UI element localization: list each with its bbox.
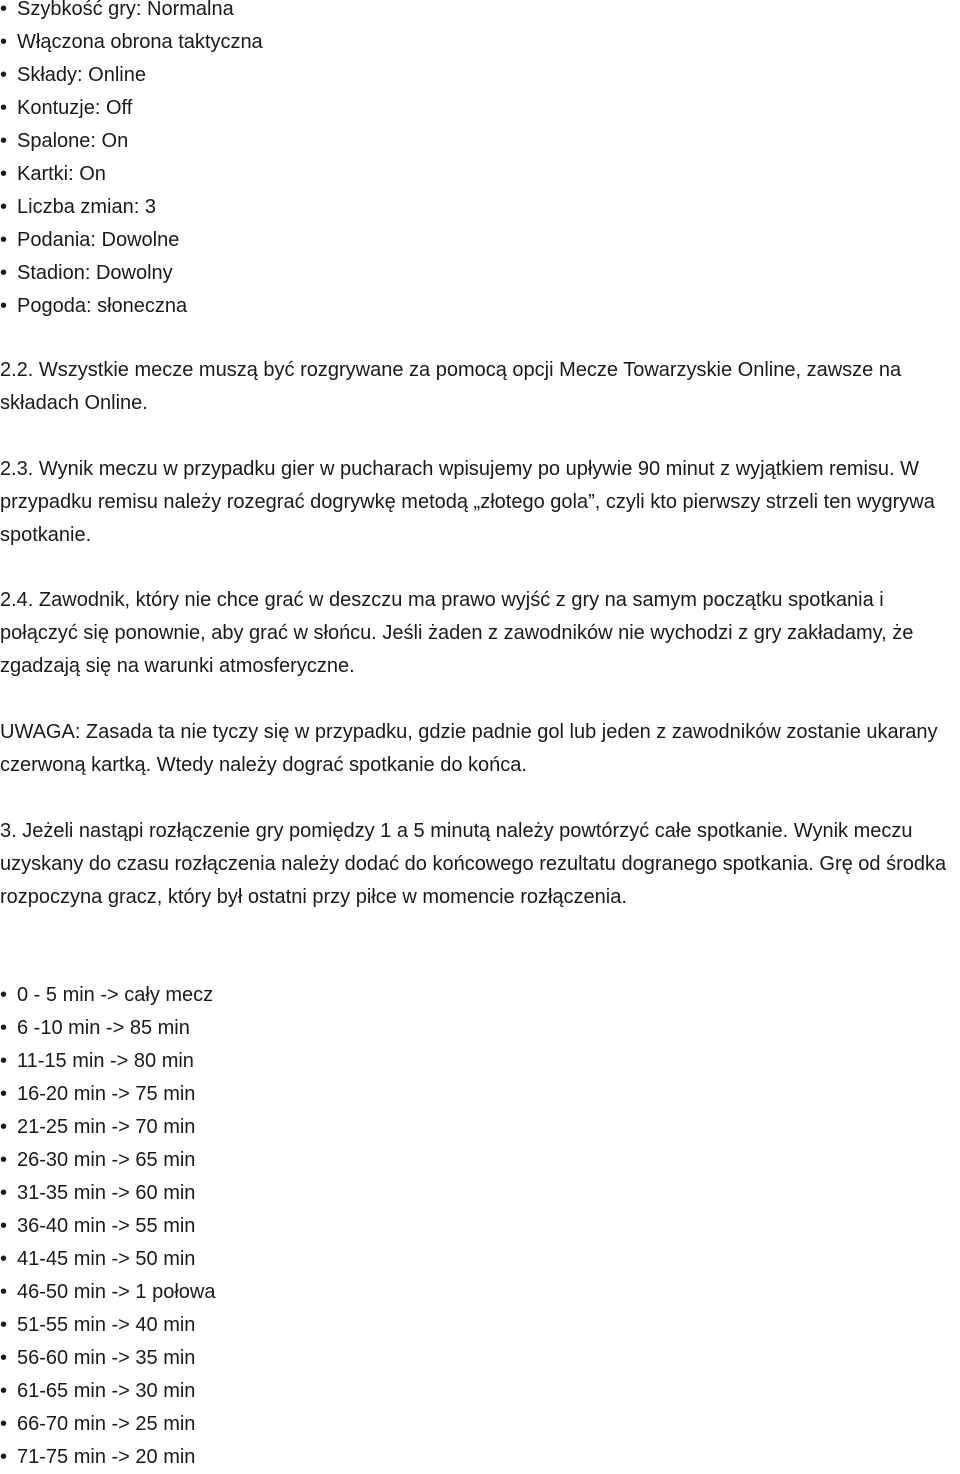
- list-item-text: Składy: Online: [17, 64, 146, 86]
- list-item: [0, 0, 263, 26]
- list-item: [0, 1276, 215, 1309]
- list-item-text: 0 - 5 min -> cały mecz: [17, 984, 214, 1006]
- list-item-text: Pogoda: słoneczna: [17, 295, 188, 317]
- list-item-text: 11-15 min -> 80 min: [17, 1050, 194, 1072]
- list-item: [0, 1408, 215, 1441]
- bullet-icon: •: [0, 1050, 8, 1072]
- list-item: [0, 1441, 215, 1474]
- bullet-icon: •: [0, 64, 8, 86]
- list-item: [0, 224, 263, 257]
- list-item-text: Stadion: Dowolny: [17, 262, 173, 284]
- list-item: [0, 1210, 215, 1243]
- bullet-icon: •: [0, 1017, 8, 1039]
- bullet-icon: •: [0, 1281, 8, 1303]
- paragraph-2-4: 2.4. Zawodnik, który nie chce grać w deszczu ma prawo wyjść z gry na samym początku spotkania i połączyć się ponownie, aby grać w słońcu. Jeśli żaden z zawodników nie wychodzi z gry zakładamy, że zgadzają się na warunki atmosferyczne.: [0, 589, 914, 677]
- list-item-text: Kontuzje: Off: [17, 97, 133, 119]
- bullet-icon: •: [0, 163, 8, 185]
- bullet-icon: •: [0, 1314, 8, 1336]
- bullet-icon: •: [0, 1413, 8, 1435]
- list-item-text: 36-40 min -> 55 min: [17, 1215, 196, 1237]
- list-item: [0, 26, 263, 59]
- bullet-icon: •: [0, 196, 8, 218]
- list-item: [0, 1111, 215, 1144]
- list-item-text: 16-20 min -> 75 min: [17, 1083, 196, 1105]
- list-item-text: Szybkość gry: Normalna: [17, 0, 234, 20]
- list-item-text: 61-65 min -> 30 min: [17, 1380, 196, 1402]
- list-item-text: Podania: Dowolne: [17, 229, 180, 251]
- list-item: [0, 1078, 215, 1111]
- list-item-text: 46-50 min -> 1 połowa: [17, 1281, 216, 1303]
- list-item: [0, 158, 263, 191]
- bullet-icon: •: [0, 1248, 8, 1270]
- list-item: [0, 979, 215, 1012]
- bullet-icon: •: [0, 1446, 8, 1468]
- list-item: [0, 1243, 215, 1276]
- bullet-icon: •: [0, 295, 8, 317]
- list-item-text: 31-35 min -> 60 min: [17, 1182, 196, 1204]
- bullet-icon: •: [0, 0, 8, 20]
- paragraph-uwaga: UWAGA: Zasada ta nie tyczy się w przypadku, gdzie padnie gol lub jeden z zawodników zostanie ukarany czerwoną kartką. Wtedy należy dograć spotkanie do końca.: [0, 721, 938, 776]
- list-item-text: Spalone: On: [17, 130, 129, 152]
- paragraph-3: 3. Jeżeli nastąpi rozłączenie gry pomiędzy 1 a 5 minutą należy powtórzyć całe spotkanie. Wynik meczu uzyskany do czasu rozłączenia należy dodać do końcowego rezultatu dogranego spotkania. Grę od środka rozpoczyna gracz, który był ostatni przy piłce w momencie rozłączenia.: [0, 820, 947, 908]
- bullet-icon: •: [0, 1215, 8, 1237]
- list-item: [0, 191, 263, 224]
- list-item-text: 56-60 min -> 35 min: [17, 1347, 196, 1369]
- bullet-icon: •: [0, 1182, 8, 1204]
- list-item: [0, 92, 263, 125]
- list-item-text: 41-45 min -> 50 min: [17, 1248, 196, 1270]
- list-item: [0, 1342, 215, 1375]
- list-item: [0, 1012, 215, 1045]
- time-list: [0, 979, 215, 1474]
- paragraph-2-3: 2.3. Wynik meczu w przypadku gier w pucharach wpisujemy po upływie 90 minut z wyjątkiem remisu. W przypadku remisu należy rozegrać dogrywkę metodą „złotego gola”, czyli kto pierwszy strzeli ten wygrywa spotkanie.: [0, 458, 935, 546]
- list-item-text: 66-70 min -> 25 min: [17, 1413, 196, 1435]
- list-item: [0, 125, 263, 158]
- list-item: [0, 1375, 215, 1408]
- list-item: [0, 59, 263, 92]
- bullet-icon: •: [0, 1083, 8, 1105]
- list-item-text: 21-25 min -> 70 min: [17, 1116, 196, 1138]
- list-item: [0, 290, 263, 323]
- list-item: [0, 1144, 215, 1177]
- settings-list: [0, 0, 263, 323]
- list-item: [0, 1045, 215, 1078]
- list-item-text: 51-55 min -> 40 min: [17, 1314, 196, 1336]
- paragraph-2-2: 2.2. Wszystkie mecze muszą być rozgrywane za pomocą opcji Mecze Towarzyskie Online, zawsze na składach Online.: [0, 359, 902, 414]
- list-item-text: 26-30 min -> 65 min: [17, 1149, 196, 1171]
- list-item-text: Liczba zmian: 3: [17, 196, 156, 218]
- bullet-icon: •: [0, 1149, 8, 1171]
- bullet-icon: •: [0, 1380, 8, 1402]
- bullet-icon: •: [0, 97, 8, 119]
- bullet-icon: •: [0, 130, 8, 152]
- list-item-text: 71-75 min -> 20 min: [17, 1446, 196, 1468]
- bullet-icon: •: [0, 1116, 8, 1138]
- list-item-text: 6 -10 min -> 85 min: [17, 1017, 190, 1039]
- list-item: [0, 1309, 215, 1342]
- bullet-icon: •: [0, 1347, 8, 1369]
- bullet-icon: •: [0, 229, 8, 251]
- list-item-text: Kartki: On: [17, 163, 106, 185]
- bullet-icon: •: [0, 31, 8, 53]
- list-item: [0, 257, 263, 290]
- bullet-icon: •: [0, 984, 8, 1006]
- list-item: [0, 1177, 215, 1210]
- bullet-icon: •: [0, 262, 8, 284]
- list-item-text: Włączona obrona taktyczna: [17, 31, 263, 53]
